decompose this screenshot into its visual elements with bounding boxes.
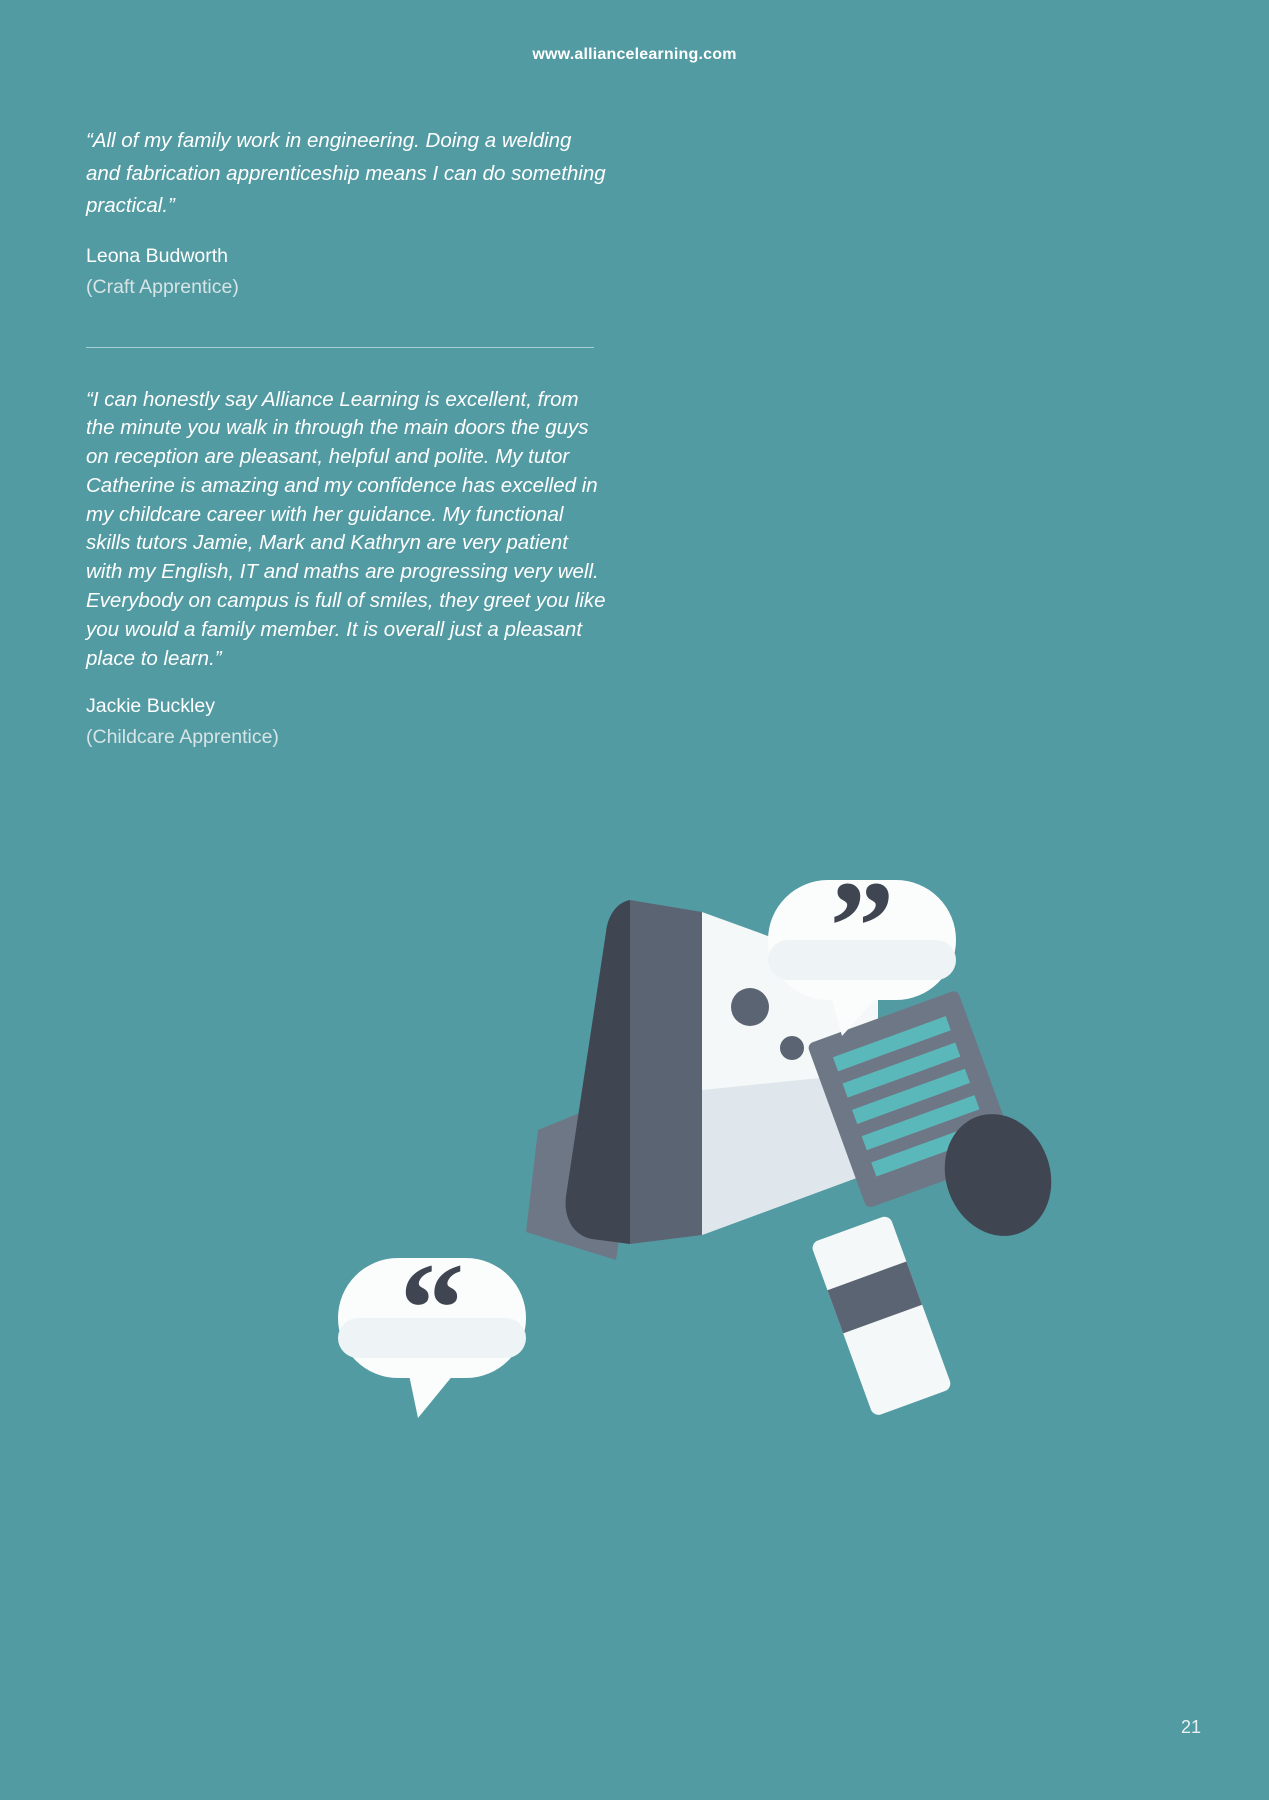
megaphone-rim-icon [566, 900, 630, 1244]
testimonial-2-attribution [86, 691, 606, 753]
testimonial-1-name: Leona Budworth [86, 244, 229, 267]
section-divider [86, 347, 594, 348]
page-number: 21 [1180, 1717, 1201, 1737]
testimonial-1-quote: “All of my family work in engineering. Doing a welding and fabrication apprenticeship means I can do something practical.” [86, 129, 606, 217]
testimonial-2-quote: “I can honestly say Alliance Learning is excellent, from the minute you walk in through the main doors the guys on reception are pleasant, helpful and polite. My tutor Catherine is amazing and my confidence has excelled in my childcare career with her guidance. My functional skills tutors Jamie, Mark and Kathryn are very patient with my English, IT and maths are progressing very well. Everybody on campus is full of smiles, they greet you like you would a family member. It is overall just a pleasant place to learn.” [86, 387, 606, 670]
testimonial-2-name: Jackie Buckley [86, 695, 215, 718]
testimonial-1-role: (Craft Apprentice) [86, 275, 239, 298]
testimonial-1 [86, 125, 606, 303]
megaphone-illustration [330, 840, 1070, 1480]
testimonial-1-attribution [86, 241, 606, 303]
megaphone-dot-small-icon [780, 1036, 804, 1060]
svg-text:“: “ [399, 1237, 465, 1381]
svg-text:”: ” [829, 855, 895, 999]
testimonials-container [86, 125, 606, 753]
speech-bubble-bottom-icon [338, 1237, 526, 1418]
megaphone-dot-large-icon [731, 988, 769, 1026]
testimonial-2-role: (Childcare Apprentice) [86, 726, 279, 749]
megaphone-horn-dark-icon [630, 900, 702, 1244]
testimonial-2 [86, 386, 606, 754]
site-url: www.alliancelearning.com [532, 46, 737, 63]
